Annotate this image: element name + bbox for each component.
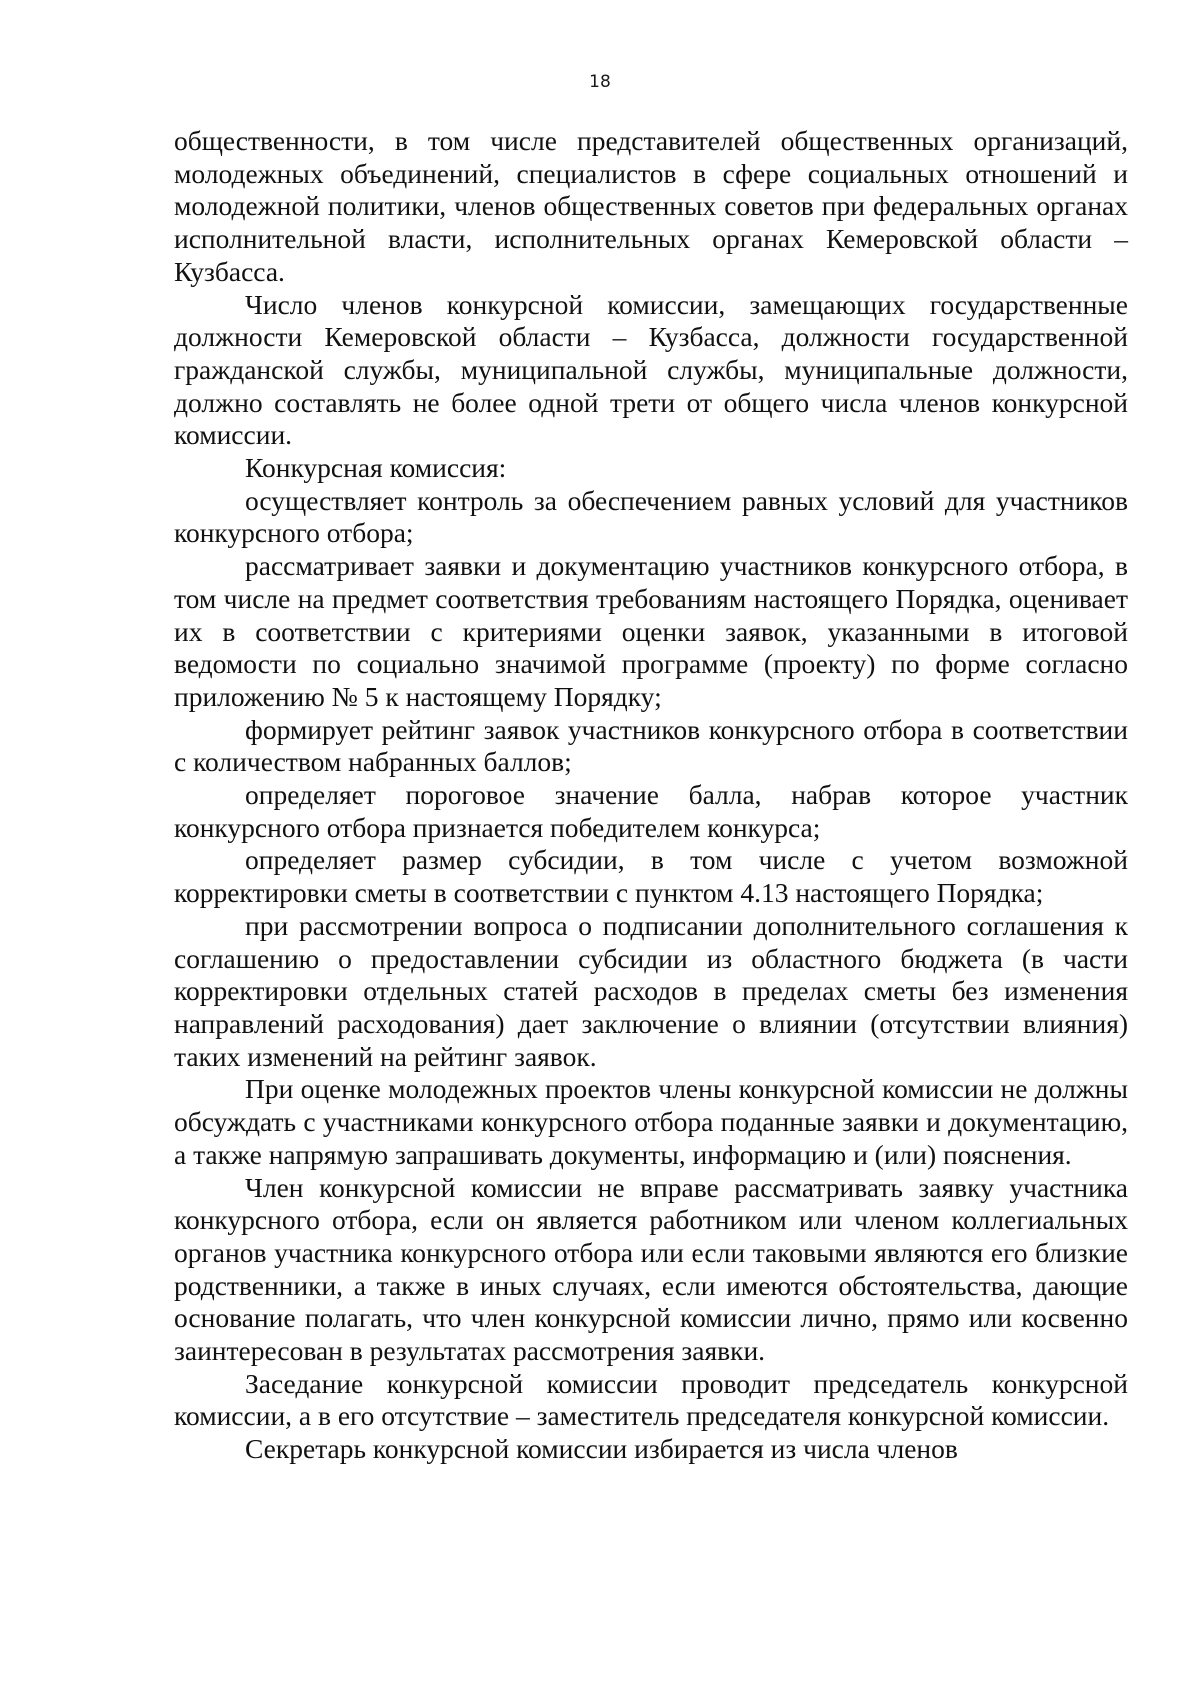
paragraph-conflict-of-interest: Член конкурсной комиссии не вправе рассматривать заявку участника конкурсного отбора, если он является работником или членом коллегиальных органов участника конкурсного отбора или если таковыми являются его близкие родственники, а также в иных случаях, если имеются обстоятельства, дающие основание полагать, что член конкурсной комиссии лично, прямо или косвенно заинтересован в результатах рассмотрения заявки. [174,1171,1128,1367]
page-number: 18 [589,72,611,92]
paragraph-continuation: общественности, в том числе представителей общественных организаций, молодежных объединений, специалистов в сфере социальных отношений и молодежной политики, членов общественных советов при федеральных органах исполнительной власти, исполнительных органах Кемеровской области – Кузбасса. [174,125,1128,287]
paragraph-secretary: Секретарь конкурсной комиссии избирается из числа членов [245,1433,958,1465]
document-body [174,125,1128,1466]
paragraph-duty-additional-agreement: при рассмотрении вопроса о подписании дополнительного соглашения к соглашению о предоставлении субсидии из областного бюджета (в части корректировки отдельных статей расходов в пределах сметы без изменения направлений расходования) дает заключение о влиянии (отсутствии влияния) таких изменений на рейтинг заявок. [174,909,1128,1072]
paragraph-commission-composition: Число членов конкурсной комиссии, замещающих государственные должности Кемеровской области – Кузбасса, должности государственной гражданской службы, муниципальной службы, муниципальные должности, должно составлять не более одной трети от общего числа членов конкурсной комиссии. [174,288,1128,451]
paragraph-duty-rating: формирует рейтинг заявок участников конкурсного отбора в соответствии с количеством набранных баллов; [174,713,1128,778]
paragraph-duty-control: осуществляет контроль за обеспечением равных условий для участников конкурсного отбора; [174,484,1128,549]
paragraph-commission-heading: Конкурсная комиссия: [245,452,507,484]
paragraph-meeting-chair: Заседание конкурсной комиссии проводит председатель конкурсной комиссии, а в его отсутствие – заместитель председателя конкурсной комиссии. [174,1367,1128,1432]
paragraph-evaluation-rules: При оценке молодежных проектов члены конкурсной комиссии не должны обсуждать с участниками конкурсного отбора поданные заявки и документацию, а также напрямую запрашивать документы, информацию и (или) пояснения. [174,1073,1128,1170]
paragraph-duty-subsidy-size: определяет размер субсидии, в том числе с учетом возможной корректировки сметы в соответствии с пунктом 4.13 настоящего Порядка; [174,844,1128,909]
paragraph-duty-review: рассматривает заявки и документацию участников конкурсного отбора, в том числе на предмет соответствия требованиям настоящего Порядка, оценивает их в соответствии с критериями оценки заявок, указанными в итоговой ведомости по социально значимой программе (проекту) по форме согласно приложению № 5 к настоящему Порядку; [174,550,1128,712]
paragraph-duty-threshold: определяет пороговое значение балла, набрав которое участник конкурсного отбора признается победителем конкурса; [174,779,1128,843]
